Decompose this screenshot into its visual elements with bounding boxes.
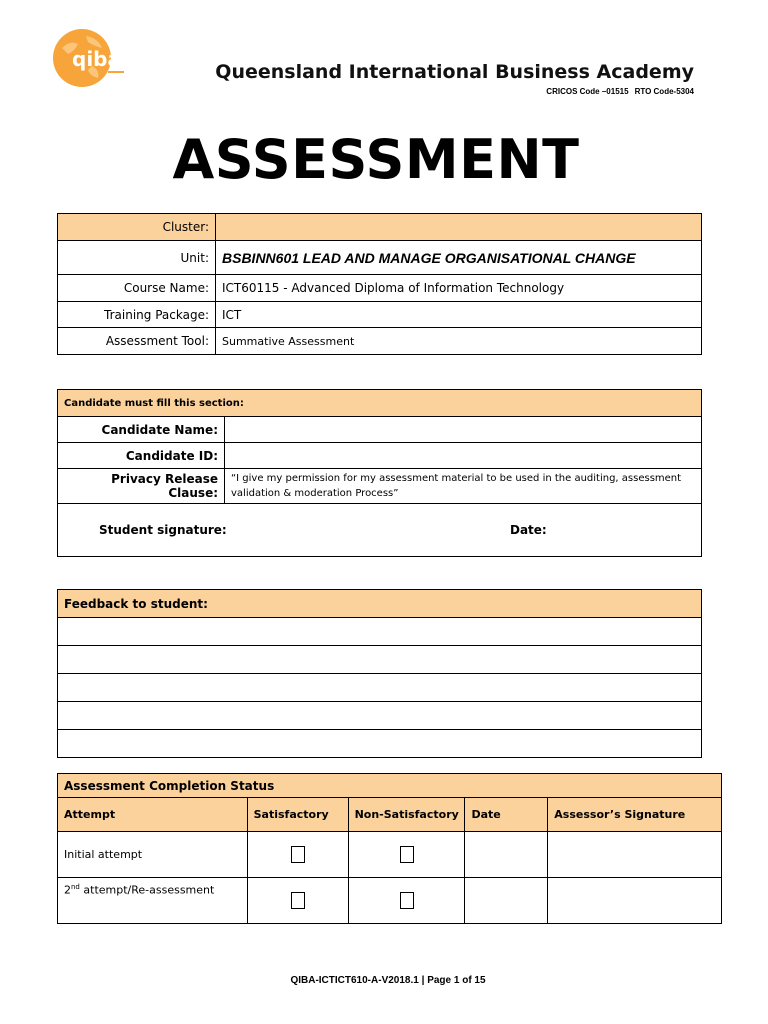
candidate-id-label: Candidate ID: [58,443,225,469]
feedback-header: Feedback to student: [58,590,702,618]
registration-codes [546,87,694,96]
column-header-date: Date [465,798,548,832]
document-code: QIBA-ICTICT610-A-V2018.1 [290,975,419,986]
candidate-section-table [57,389,702,557]
column-header-satisfactory: Satisfactory [247,798,348,832]
date-cell[interactable] [465,878,548,924]
course-name-value: ICT60115 - Advanced Diploma of Information Technology [216,275,702,302]
cluster-field[interactable] [216,214,702,241]
table-row [58,832,722,878]
unit-value: BSBINN601 LEAD AND MANAGE ORGANISATIONAL CHANGE [216,241,702,275]
page-footer [0,975,768,986]
satisfactory-checkbox[interactable] [291,846,305,863]
assessment-tool-label: Assessment Tool: [58,328,216,355]
privacy-clause-text: “I give my permission for my assessment material to be used in the auditing, assessment validation & moderation Process” [225,469,702,504]
cluster-label: Cluster: [58,214,216,241]
signature-row[interactable] [58,504,702,557]
attempt-label: Initial attempt [58,832,248,878]
training-package-label: Training Package: [58,302,216,328]
qiba-logo [48,26,128,90]
assessor-signature-cell[interactable] [548,878,722,924]
unit-info-table [57,213,702,355]
feedback-line[interactable] [58,646,702,674]
satisfactory-checkbox[interactable] [291,892,305,909]
column-header-assessor-signature: Assessor’s Signature [548,798,722,832]
training-package-value: ICT [216,302,702,328]
page-title: ASSESSMENT [172,128,580,191]
table-row [58,878,722,924]
feedback-line[interactable] [58,674,702,702]
feedback-table [57,589,702,758]
privacy-clause-label: Privacy Release Clause: [58,469,225,504]
non-satisfactory-checkbox[interactable] [400,846,414,863]
assessor-signature-cell[interactable] [548,832,722,878]
course-name-label: Course Name: [58,275,216,302]
date-cell[interactable] [465,832,548,878]
organisation-name: Queensland International Business Academy [215,61,694,83]
candidate-section-header: Candidate must fill this section: [58,390,702,417]
feedback-line[interactable] [58,730,702,758]
footer-separator: | [418,975,428,986]
attempt-label: 2nd attempt/Re-assessment [58,878,248,924]
candidate-id-field[interactable] [225,443,702,469]
column-header-non-satisfactory: Non-Satisfactory [348,798,465,832]
cricos-code: CRICOS Code –01515 [546,87,629,96]
candidate-name-label: Candidate Name: [58,417,225,443]
rto-code: RTO Code-5304 [634,87,694,96]
svg-text:qiba: qiba [72,47,121,71]
page-number: Page 1 of 15 [427,975,486,986]
feedback-line[interactable] [58,618,702,646]
candidate-name-field[interactable] [225,417,702,443]
feedback-line[interactable] [58,702,702,730]
student-signature-label: Student signature: [99,522,227,537]
date-label: Date: [510,522,547,537]
completion-status-header: Assessment Completion Status [58,774,722,798]
column-header-attempt: Attempt [58,798,248,832]
non-satisfactory-checkbox[interactable] [400,892,414,909]
assessment-tool-value: Summative Assessment [216,328,702,355]
completion-status-table [57,773,722,924]
unit-label: Unit: [58,241,216,275]
